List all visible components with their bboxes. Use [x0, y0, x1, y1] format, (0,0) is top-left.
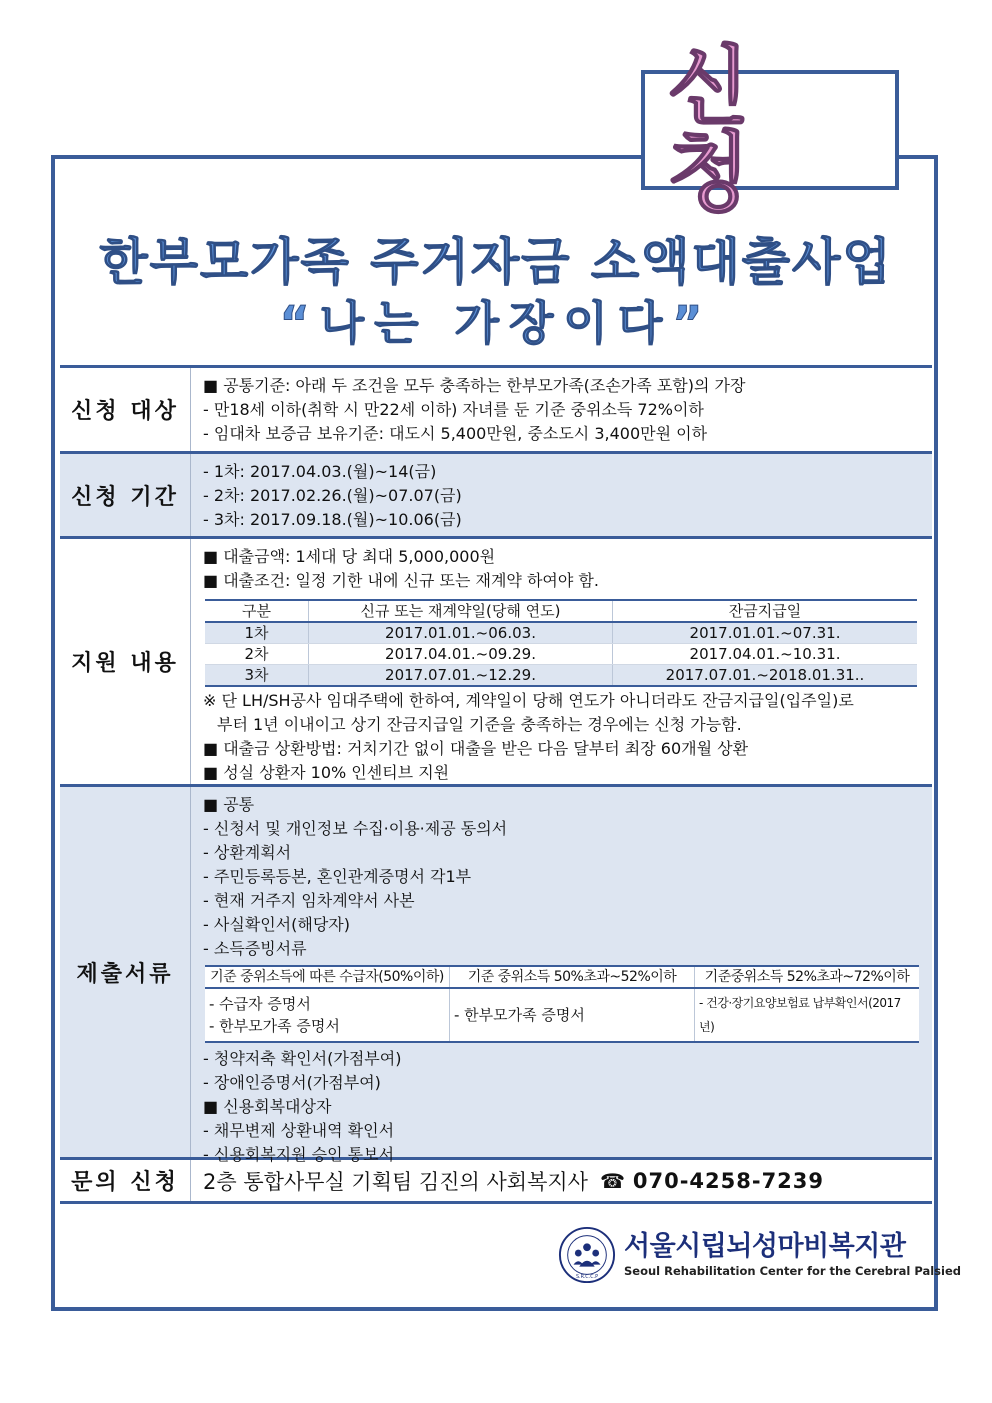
income-header: 기준 중위소득에 따른 수급자(50%이하) — [205, 966, 450, 988]
support-note: ※ 단 LH/SH공사 임대주택에 한하여, 계약일이 당해 연도가 아니더라도 잔금지급일(입주일)로 — [203, 691, 854, 710]
org-logo — [558, 1226, 961, 1284]
schedule-cell: 2017.04.01.~09.29. — [309, 644, 613, 665]
schedule-cell: 2017.01.01.~06.03. — [309, 622, 613, 644]
docs-line: - 사실확인서(해당자) — [203, 915, 350, 934]
schedule-header: 구분 — [205, 600, 309, 622]
income-cell: - 한부모가족 증명서 — [450, 988, 695, 1042]
schedule-cell: 2차 — [205, 644, 309, 665]
docs-body — [191, 787, 932, 1164]
income-cell — [205, 988, 450, 1042]
info-table — [60, 365, 932, 1204]
period-line: - 1차: 2017.04.03.(월)~14(금) — [203, 462, 437, 481]
docs-line: - 소득증빙서류 — [203, 939, 307, 958]
income-cell-line: - 한부모가족 증명서 — [209, 1017, 340, 1035]
period-line: - 2차: 2017.02.26.(월)~07.07(금) — [203, 486, 462, 505]
row-docs — [60, 787, 932, 1164]
row-target — [60, 368, 932, 454]
apply-badge — [641, 37, 899, 223]
schedule-table — [205, 599, 917, 687]
target-line: - 임대차 보증금 보유기준: 대도시 5,400만원, 중소도시 3,400만원 이하 — [203, 424, 708, 443]
target-line: - 만18세 이하(취학 시 만22세 이하) 자녀를 둔 기준 중위소득 72%이하 — [203, 400, 704, 419]
contact-text: 2층 통합사무실 기획팀 김진의 사회복지사 — [203, 1169, 588, 1194]
income-header: 기준중위소득 52%초과~72%이하 — [695, 966, 920, 988]
docs-line: - 현재 거주지 임차계약서 사본 — [203, 891, 415, 910]
schedule-header: 신규 또는 재계약일(당해 연도) — [309, 600, 613, 622]
org-name-ko: 서울시립뇌성마비복지관 — [624, 1231, 906, 1262]
phone-number: 070-4258-7239 — [632, 1168, 825, 1193]
schedule-cell: 1차 — [205, 622, 309, 644]
docs-line: ■ 공통 — [203, 795, 255, 814]
target-line: ■ 공통기준: 아래 두 조건을 모두 충족하는 한부모가족(조손가족 포함)의 가장 — [203, 376, 746, 395]
main-title: 한부모가족 주거자금 소액대출사업 — [99, 233, 893, 291]
schedule-header: 잔금지급일 — [613, 600, 918, 622]
docs-line: - 장애인증명서(가점부여) — [203, 1073, 381, 1092]
support-line: ■ 대출조건: 일정 기한 내에 신규 또는 재계약 하여야 함. — [203, 571, 599, 590]
income-cell-line: - 수급자 증명서 — [209, 995, 311, 1013]
seal-text: S.R.C.C.P — [575, 1275, 599, 1281]
row-contact — [60, 1160, 932, 1204]
table-row — [205, 665, 917, 687]
label-docs: 제출서류 — [60, 787, 191, 1157]
support-note: 부터 1년 이내이고 상기 잔금지급일 기준을 충족하는 경우에는 신청 가능함. — [217, 715, 742, 734]
contact-body — [191, 1160, 836, 1201]
schedule-cell: 2017.01.01.~07.31. — [613, 622, 918, 644]
period-line: - 3차: 2017.09.18.(월)~10.06(금) — [203, 510, 462, 529]
docs-line: - 신용회복지원 승인 통보서 — [203, 1145, 395, 1164]
support-body — [191, 539, 932, 784]
income-cell: - 건강·장기요양보험료 납부확인서(2017년) — [695, 988, 920, 1042]
docs-line: ■ 신용회복대상자 — [203, 1097, 332, 1116]
logo-text — [624, 1231, 961, 1279]
table-row — [205, 644, 917, 665]
docs-line: - 채무변제 상환내역 확인서 — [203, 1121, 395, 1140]
support-line: ■ 성실 상환자 10% 인센티브 지원 — [203, 763, 450, 782]
row-support — [60, 539, 932, 787]
table-row — [205, 622, 917, 644]
support-line: ■ 대출금 상환방법: 거치기간 없이 대출을 받은 다음 달부터 최장 60개월 상환 — [203, 739, 749, 758]
income-docs-table — [205, 965, 919, 1043]
schedule-cell: 2017.07.01.~2018.01.31.. — [613, 665, 918, 687]
label-target: 신청 대상 — [60, 368, 191, 451]
label-period: 신청 기간 — [60, 454, 191, 536]
org-name-en: Seoul Rehabilitation Center for the Cerebral Palsied — [624, 1264, 961, 1278]
seal-emblem-icon — [558, 1226, 616, 1284]
sub-title: “나는 가장이다” — [279, 296, 713, 350]
label-contact: 문의 신청 — [60, 1160, 191, 1201]
row-period — [60, 454, 932, 539]
phone-icon: ☎ — [599, 1168, 625, 1193]
support-line: ■ 대출금액: 1세대 당 최대 5,000,000원 — [203, 547, 496, 566]
schedule-cell: 2017.07.01.~12.29. — [309, 665, 613, 687]
docs-line: - 청약저축 확인서(가점부여) — [203, 1049, 402, 1068]
period-body — [191, 454, 932, 536]
income-header: 기준 중위소득 50%초과~52%이하 — [450, 966, 695, 988]
docs-line: - 신청서 및 개인정보 수집·이용·제공 동의서 — [203, 819, 508, 838]
docs-line: - 상환계획서 — [203, 843, 292, 862]
table-row — [205, 988, 919, 1042]
badge-text: 신 청 — [667, 37, 773, 223]
schedule-cell: 3차 — [205, 665, 309, 687]
docs-line: - 주민등록등본, 혼인관계증명서 각1부 — [203, 867, 472, 886]
schedule-cell: 2017.04.01.~10.31. — [613, 644, 918, 665]
target-body — [191, 368, 932, 451]
label-support: 지원 내용 — [60, 539, 191, 784]
